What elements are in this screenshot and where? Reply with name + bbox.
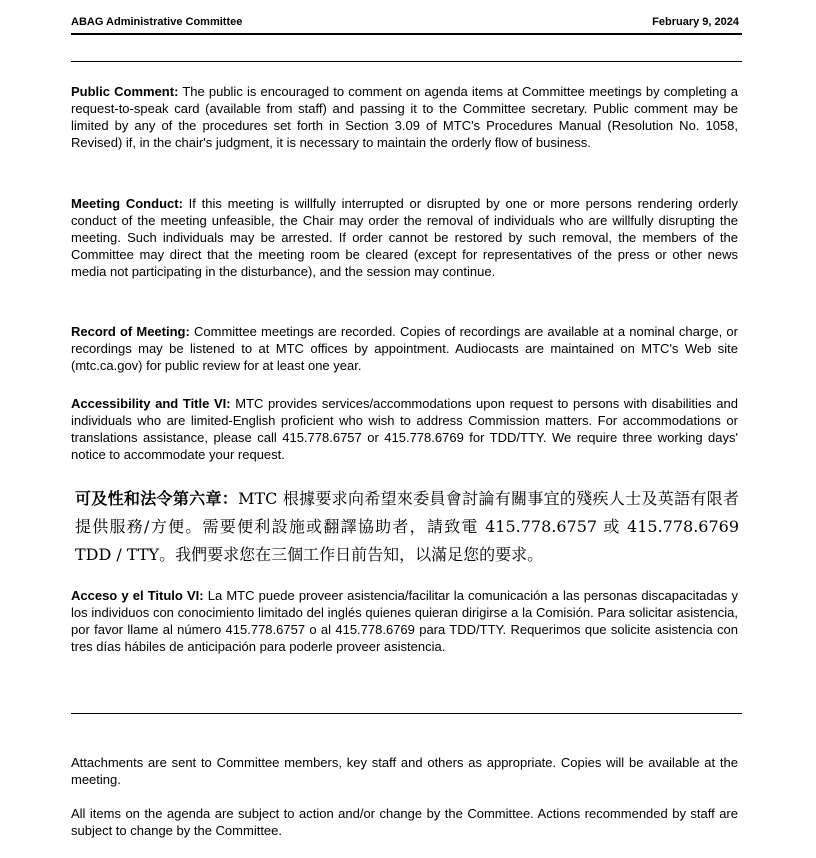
top-divider [71, 61, 742, 62]
chinese-accessibility-section [75, 485, 739, 569]
section-title: Acceso y el Titulo VI: [71, 588, 204, 603]
section-body: If this meeting is willfully interrupted or disrupted by one or more persons rendering orderly conduct of the meeting unfeasible, the Chair may order the removal of individuals who are willfully disrupting the meeting. Such individuals may be arrested. If order cannot be restored by such removal, the members of the Committee may direct that the meeting room be cleared (except for representatives of the press or other news media not participating in the disturbance), and the session may continue. [71, 196, 738, 279]
meeting-conduct-section [71, 195, 738, 280]
section-body: MTC provides services/accommodations upon request to persons with disabilities and individuals who are limited-English proficient who wish to address Commission matters. For accommodations or translations assistance, please call 415.778.6757 or 415.778.6769 for TDD/TTY. We require three working days' notice to accommodate your request. [71, 396, 738, 462]
record-of-meeting-section [71, 323, 738, 374]
section-body: The public is encouraged to comment on agenda items at Committee meetings by completing a request-to-speak card (available from staff) and passing it to the Committee secretary. Public comment may be limited by any of the procedures set forth in Section 3.09 of MTC's Procedures Manual (Resolution No. 1058, Revised) if, in the chair's judgment, it is necessary to maintain the orderly flow of business. [71, 84, 738, 150]
section-title: Accessibility and Title VI: [71, 396, 231, 411]
public-comment-section [71, 83, 738, 151]
page-header [71, 14, 739, 30]
section-title: 可及性和法令第六章： [75, 489, 239, 508]
header-rule [71, 33, 742, 35]
section-body: La MTC puede proveer asistencia/facilitar la comunicación a las personas discapacitadas y los individuos con conocimiento limitado del inglés quienes quieran dirigirse a la Comisión. Para solicitar asistencia, por favor llame al número 415.778.6757 o al 415.778.6769 para TDD/TTY. Requerimos que solicite asistencia con tres días hábiles de anticipación para poderle proveer asistencia. [71, 588, 738, 654]
accessibility-section [71, 395, 738, 463]
meeting-date: February 9, 2024 [652, 16, 739, 28]
attachments-note: Attachments are sent to Committee members, key staff and others as appropriate. Copies will be available at the meeting. [71, 755, 738, 787]
section-title: Record of Meeting: [71, 324, 190, 339]
section-body: Committee meetings are recorded. Copies of recordings are available at a nominal charge, or recordings may be listened to at MTC offices by appointment. Audiocasts are maintained on MTC's Web site (mtc.ca.gov) for public review for at least one year. [71, 324, 738, 373]
spanish-accessibility-section [71, 587, 738, 655]
section-title: Meeting Conduct: [71, 196, 183, 211]
committee-name: ABAG Administrative Committee [71, 16, 243, 28]
agenda-action-note: All items on the agenda are subject to action and/or change by the Committee. Actions recommended by staff are subject to change by the Committee. [71, 806, 738, 838]
section-body: MTC 根據要求向希望來委員會討論有關事宜的殘疾人士及英語有限者提供服務/方便。需要便利設施或翻譯協助者，請致電 415.778.6757 或 415.778.6769 TDD / TTY。我們要求您在三個工作日前告知，以滿足您的要求。 [75, 489, 739, 564]
bottom-divider [71, 713, 742, 714]
section-title: Public Comment: [71, 84, 179, 99]
